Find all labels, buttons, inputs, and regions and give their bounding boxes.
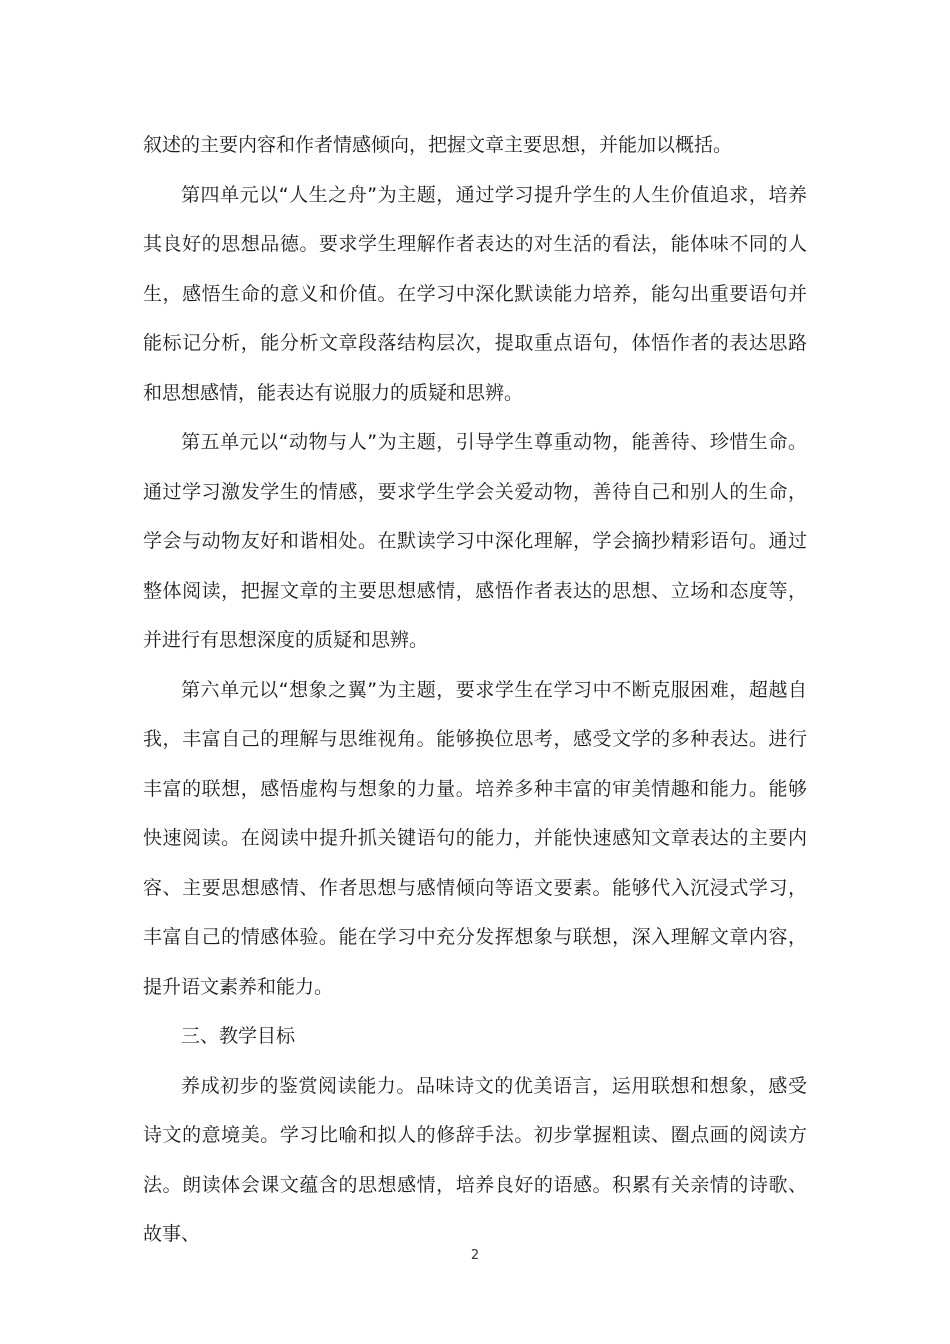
page-number: 2 [470,1248,480,1263]
paragraph-continuation: 叙述的主要内容和作者情感倾向，把握文章主要思想，并能加以概括。 [143,134,733,156]
document-body [143,121,807,1260]
paragraph-teaching-goals: 养成初步的鉴赏阅读能力。品味诗文的优美语言，运用联想和想象，感受诗文的意境美。学习比喻和拟人的修辞手法。初步掌握粗读、圈点画的阅读方法。朗读体会课文蕴含的思想感情，培养良好的语感。积累有关亲情的诗歌、故事、 [143,1074,807,1245]
paragraph-unit-six: 第六单元以“想象之翼”为主题，要求学生在学习中不断克服困难，超越自我，丰富自己的理解与思维视角。能够换位思考，感受文学的多种表达。进行丰富的联想，感悟虚构与想象的力量。培养多种丰富的审美情趣和能力。能够快速阅读。在阅读中提升抓关键语句的能力，并能快速感知文章表达的主要内容、主要思想感情、作者思想与感情倾向等语文要素。能够代入沉浸式学习，丰富自己的情感体验。能在学习中充分发挥想象与联想，深入理解文章内容，提升语文素养和能力。 [143,678,807,998]
section-heading-teaching-goals: 三、教学目标 [181,1025,296,1047]
paragraph-unit-four: 第四单元以“人生之舟”为主题，通过学习提升学生的人生价值追求，培养其良好的思想品德。要求学生理解作者表达的对生活的看法，能体味不同的人生，感悟生命的意义和价值。在学习中深化默读能力培养，能勾出重要语句并能标记分析，能分析文章段落结构层次，提取重点语句，体悟作者的表达思路和思想感情，能表达有说服力的质疑和思辨。 [143,183,807,404]
paragraph-unit-five: 第五单元以“动物与人”为主题，引导学生尊重动物，能善待、珍惜生命。通过学习激发学生的情感，要求学生学会关爱动物，善待自己和别人的生命，学会与动物友好和谐相处。在默读学习中深化理解，学会摘抄精彩语句。通过整体阅读，把握文章的主要思想感情，感悟作者表达的思想、立场和态度等，并进行有思想深度的质疑和思辨。 [143,431,807,651]
